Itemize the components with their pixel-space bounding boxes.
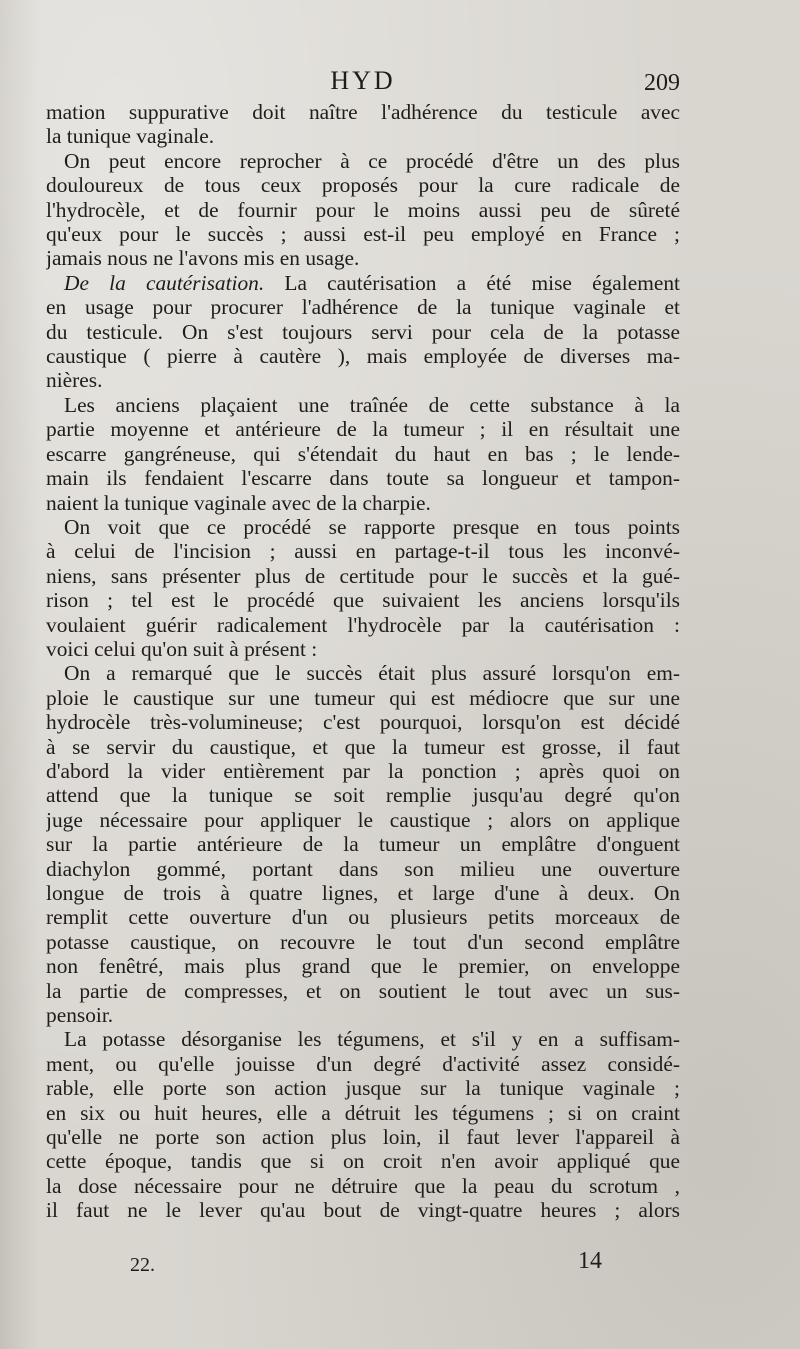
text-line: potasse caustique, on recouvre le tout d'un second emplâtre bbox=[46, 929, 680, 954]
text-line: mation suppurative doit naître l'adhérence du testicule avec bbox=[46, 100, 680, 124]
page-footer bbox=[46, 1248, 680, 1282]
text-line: Les anciens plaçaient une traînée de cette substance à la bbox=[64, 392, 680, 417]
paragraph bbox=[46, 1027, 680, 1222]
text-line: la tunique vaginale. bbox=[46, 124, 215, 149]
text-line: à se servir du caustique, et que la tumeur est grosse, il faut bbox=[46, 734, 680, 759]
text-line: la dose nécessaire pour ne détruire que la peau du scrotum , bbox=[46, 1173, 680, 1198]
paragraph bbox=[46, 661, 680, 1027]
text-line: partie moyenne et antérieure de la tumeur ; il en résultait une bbox=[46, 417, 680, 442]
text-line: du testicule. On s'est toujours servi pour cela de la potasse bbox=[46, 319, 680, 344]
text-line: diachylon gommé, portant dans son milieu une ouverture bbox=[46, 856, 680, 881]
paragraph bbox=[46, 271, 680, 393]
text-line: main ils fendaient l'escarre dans toute sa longueur et tampon- bbox=[46, 466, 680, 491]
text-line bbox=[46, 271, 680, 295]
text-line: rable, elle porte son action jusque sur la tunique vaginale ; bbox=[46, 1076, 680, 1101]
text-line: la partie de compresses, et on soutient le tout avec un sus- bbox=[46, 978, 680, 1003]
text-line: La potasse désorganise les tégumens, et s'il y en a suffisam- bbox=[64, 1027, 680, 1052]
text-line: hydrocèle très-volumineuse; c'est pourquoi, lorsqu'on est décidé bbox=[46, 710, 680, 735]
text-line: sur la partie antérieure de la tumeur un emplâtre d'onguent bbox=[46, 832, 680, 857]
text-line: en six ou huit heures, elle a détruit les tégumens ; si on craint bbox=[46, 1100, 680, 1125]
text-line: non fenêtré, mais plus grand que le premier, on enveloppe bbox=[46, 954, 680, 979]
text-line: qu'eux pour le succès ; aussi est-il peu employé en France ; bbox=[46, 222, 680, 247]
text-line: nières. bbox=[46, 368, 103, 393]
section-heading: De la cautérisation. bbox=[64, 270, 265, 295]
text-fragment: La cautérisation a été mise également bbox=[264, 270, 680, 295]
running-head bbox=[46, 66, 680, 102]
text-line: escarre gangréneuse, qui s'étendait du haut en bas ; le lende- bbox=[46, 441, 680, 466]
running-head-title: HYD bbox=[330, 66, 396, 95]
text-line: à celui de l'incision ; aussi en partage-t-il tous les inconvé- bbox=[46, 539, 680, 564]
text-line: ment, ou qu'elle jouisse d'un degré d'activité assez considé- bbox=[46, 1051, 680, 1076]
sheet-number: 14 bbox=[578, 1248, 602, 1274]
text-line: On a remarqué que le succès était plus assuré lorsqu'on em- bbox=[64, 661, 680, 686]
paragraph bbox=[46, 149, 680, 271]
text-line: voulaient guérir radicalement l'hydrocèle par la cautérisation : bbox=[46, 612, 680, 637]
text-line: pensoir. bbox=[46, 1003, 114, 1028]
text-line: remplit cette ouverture d'un ou plusieurs petits morceaux de bbox=[46, 905, 680, 930]
text-line: niens, sans présenter plus de certitude pour le succès et la gué- bbox=[46, 563, 680, 588]
text-line: On voit que ce procédé se rapporte presque en tous points bbox=[64, 514, 680, 539]
text-line: rison ; tel est le procédé que suivaient les anciens lorsqu'ils bbox=[46, 588, 680, 613]
paragraph bbox=[46, 393, 680, 515]
text-line: juge nécessaire pour appliquer le caustique ; alors on applique bbox=[46, 807, 680, 832]
signature-mark: 22. bbox=[130, 1254, 155, 1276]
text-line: en usage pour procurer l'adhérence de la tunique vaginale et bbox=[46, 295, 680, 320]
text-line: naient la tunique vaginale avec de la charpie. bbox=[46, 490, 431, 515]
text-line: longue de trois à quatre lignes, et large d'une à deux. On bbox=[46, 881, 680, 905]
text-line: ploie le caustique sur une tumeur qui est médiocre que sur une bbox=[46, 685, 680, 710]
text-line: d'abord la vider entièrement par la ponction ; après quoi on bbox=[46, 758, 680, 783]
text-line: douloureux de tous ceux proposés pour la cure radicale de bbox=[46, 173, 680, 198]
text-line: voici celui qu'on suit à présent : bbox=[46, 636, 318, 661]
page-number: 209 bbox=[644, 70, 680, 96]
text-line: attend que la tunique se soit remplie jusqu'au degré qu'on bbox=[46, 783, 680, 808]
text-line: cette époque, tandis que si on croit n'en avoir appliqué que bbox=[46, 1149, 680, 1174]
text-line: caustique ( pierre à cautère ), mais employée de diverses ma- bbox=[46, 344, 680, 369]
text-line: jamais nous ne l'avons mis en usage. bbox=[46, 246, 360, 271]
text-line: On peut encore reprocher à ce procédé d'être un des plus bbox=[64, 148, 680, 173]
text-line: qu'elle ne porte son action plus loin, il faut lever l'appareil à bbox=[46, 1125, 680, 1150]
text-line: l'hydrocèle, et de fournir pour le moins aussi peu de sûreté bbox=[46, 197, 680, 222]
paragraph bbox=[46, 515, 680, 661]
paragraph bbox=[46, 100, 680, 149]
text-line: il faut ne le lever qu'au bout de vingt-quatre heures ; alors bbox=[46, 1198, 680, 1223]
body-text bbox=[46, 100, 680, 1223]
